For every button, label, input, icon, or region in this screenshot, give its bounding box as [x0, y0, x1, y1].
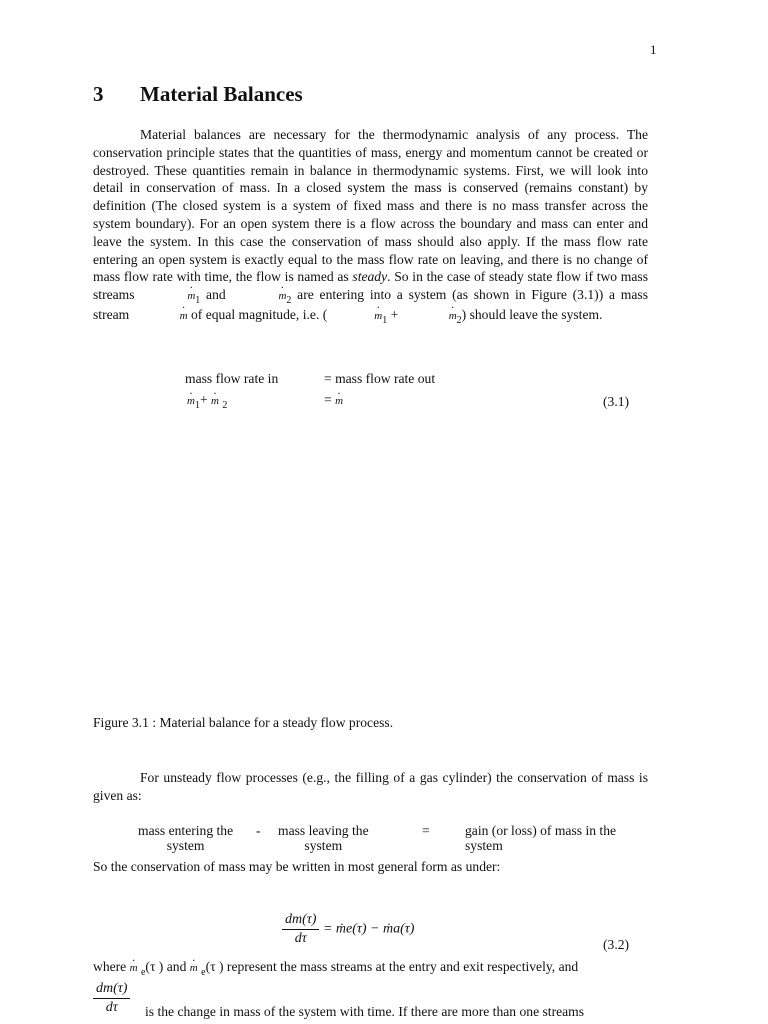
subscript: e — [140, 967, 146, 978]
eq31-label-left: mass flow rate in — [185, 371, 279, 386]
subscript: 2 — [456, 314, 462, 326]
m-dot: · m — [335, 395, 343, 407]
m-dot: · m — [190, 962, 198, 974]
m-dot: · m — [231, 288, 286, 306]
m-dot: · m — [133, 308, 188, 326]
where-frac-denominator: dτ — [105, 1000, 118, 1015]
intro-text-e: of equal magnitude, i.e. ( — [187, 306, 328, 322]
section-title: Material Balances — [140, 82, 303, 106]
eq32-rhs: = ṁe(τ) − ṁa(τ) — [322, 921, 415, 937]
m-dot: · m — [402, 308, 457, 326]
eq31-number: (3.1) — [603, 394, 630, 409]
where-text-3: is the change in mass of the system with time. If there are more than one streams — [145, 1004, 585, 1019]
term2-line1: mass leaving the — [278, 823, 369, 838]
where-frac-numerator: dm(τ) — [93, 981, 130, 999]
section-heading — [93, 82, 303, 107]
eq32-fraction — [282, 912, 319, 947]
word-eq-term3 — [465, 823, 616, 853]
eq31-label-right: = mass flow rate out — [324, 371, 436, 386]
where-fraction-block — [93, 981, 130, 1016]
subscript: 2 — [286, 295, 292, 307]
eq32-numerator: dm(τ) — [282, 912, 319, 930]
where-and: and — [163, 959, 190, 974]
word-eq-equals: = — [422, 823, 430, 838]
subscript: 1 — [195, 295, 201, 307]
eq32-denominator: dτ — [294, 931, 307, 946]
equals-sign: = — [324, 392, 332, 407]
term1-line1: mass entering the — [138, 823, 234, 838]
where-line — [93, 959, 579, 978]
intro-text-d: are entering into a system (as shown in Figure (3.1)) a mass stream — [93, 287, 648, 322]
figure-caption: Figure 3.1 : Material balance for a steady flow process. — [93, 715, 394, 730]
intro-text-b: . So in the case of steady state flow if two mass streams — [93, 269, 648, 303]
intro-text-a: Material balances are necessary for the thermodynamic analysis of any process. The conservation principle states that the quantities of mass, energy and momentum cannot be created or destroyed. These quantities remain in balance in thermodynamic systems. First, we will look into detail in conservation of mass. In a closed system the mass is conserved (remains constant) by definition (The closed system is a system of fixed mass and there is no mass transfer across the system boundary). For an open system there is a flow across the boundary and mass can enter and leave the system. In this case the conservation of mass should also apply. If the mass flow rate entering an open system is exactly equal to the mass flow rate on leaving, and there is no change of mass flow rate with time, the flow is named as — [93, 127, 648, 285]
page-number: 1 — [650, 42, 657, 57]
tau-arg: (τ ) — [145, 959, 164, 974]
tau-arg: (τ ) — [205, 959, 224, 974]
eq32-number: (3.2) — [603, 937, 630, 952]
term2-line2: system — [304, 838, 343, 853]
word-eq-minus: - — [256, 823, 261, 838]
section-number: 3 — [93, 82, 104, 106]
subscript: 2 — [222, 400, 228, 411]
term3-line2: system — [465, 838, 503, 853]
eq31-lhs — [187, 392, 228, 411]
intro-text-g: ) should leave the system. — [461, 306, 603, 322]
m-dot: · m — [130, 962, 138, 974]
general-form-text: So the conservation of mass may be written in most general form as under: — [93, 859, 501, 874]
unsteady-text: For unsteady flow processes (e.g., the filling of a gas cylinder) the conservation of mass is given as: — [93, 770, 648, 803]
m-dot: · m — [327, 308, 382, 326]
m-dot: · m — [187, 395, 195, 407]
eq32 — [282, 912, 414, 947]
subscript: 1 — [382, 314, 388, 326]
unsteady-paragraph — [93, 769, 648, 805]
word-eq-term1 — [138, 823, 233, 853]
eq31-rhs — [324, 392, 343, 408]
intro-text-c: and — [200, 287, 232, 303]
steady-term: steady — [352, 269, 388, 285]
where-fraction — [93, 981, 130, 1016]
m-dot: · m — [140, 288, 195, 306]
plus-sign: + — [199, 392, 208, 407]
intro-text-f: + — [387, 306, 402, 322]
word-eq-term2 — [278, 823, 369, 853]
m-dot: · m — [211, 395, 219, 407]
where-text-2: represent the mass streams at the entry and exit respectively, and — [223, 959, 579, 974]
subscript: 1 — [194, 400, 200, 411]
where-text-1: where — [93, 959, 130, 974]
intro-paragraph — [93, 126, 648, 326]
term3-line1: gain (or loss) of mass in the — [465, 823, 617, 838]
term1-line2: system — [166, 838, 205, 853]
subscript: e — [201, 967, 206, 978]
